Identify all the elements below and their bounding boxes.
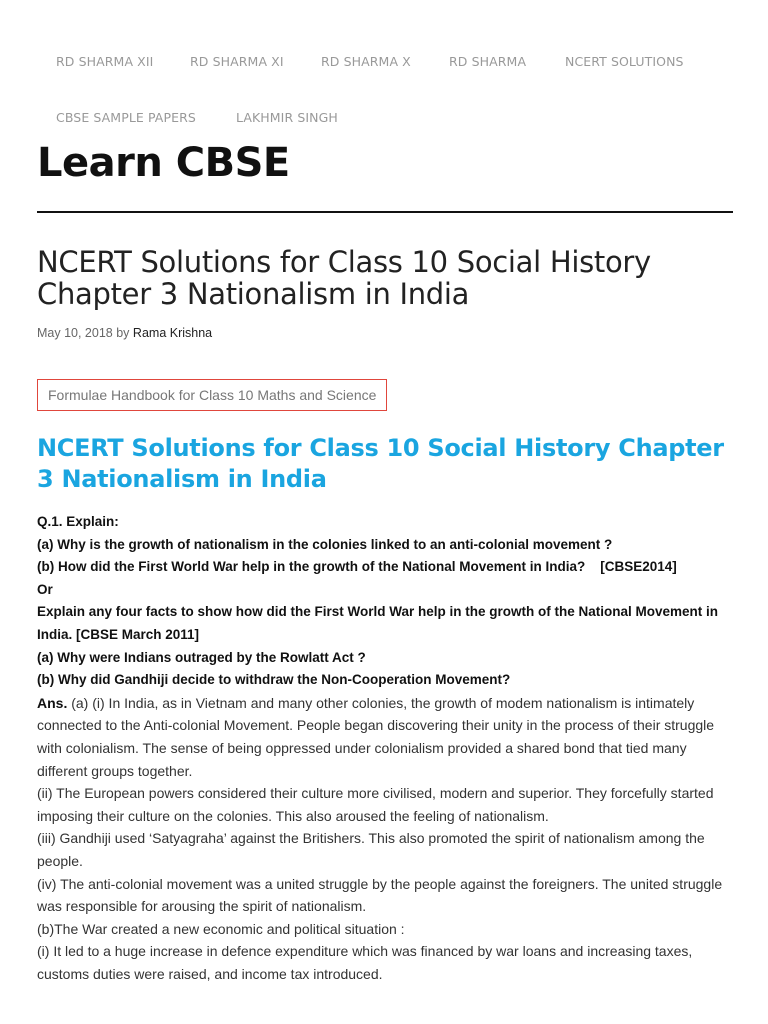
article-content — [37, 511, 737, 985]
answer-paragraph: (iv) The anti-colonial movement was a united struggle by the people against the foreigners. The united struggle was responsible for arousing the spirit of nationalism. — [37, 875, 723, 915]
answer-paragraph: (b)The War created a new economic and political situation : — [37, 920, 405, 937]
article-heading: NCERT Solutions for Class 10 Social History Chapter 3 Nationalism in India — [37, 434, 724, 493]
formulae-handbook-link[interactable]: Formulae Handbook for Class 10 Maths and Science — [37, 379, 387, 411]
post-meta — [37, 326, 212, 340]
answer-paragraph: (iii) Gandhiji used ‘Satyagraha’ against the Britishers. This also promoted the spirit of nationalism among the people. — [37, 830, 705, 869]
question-line: Or — [37, 581, 53, 597]
question-line: (a) Why were Indians outraged by the Rowlatt Act ? — [37, 649, 366, 665]
nav-item-lakhmir-singh[interactable]: LAKHMIR SINGH — [236, 110, 338, 125]
nav-item-rd-sharma-xii[interactable]: RD SHARMA XII — [56, 54, 154, 69]
question-line: Q.1. Explain: — [37, 514, 119, 529]
nav-item-rd-sharma[interactable]: RD SHARMA — [449, 54, 527, 69]
answer-label: Ans. — [37, 694, 68, 711]
answer-paragraph: (ii) The European powers considered their culture more civilised, modern and superior. They forcefully started imposing their culture on the colonies. This also aroused the feeling of nationalism. — [37, 785, 714, 824]
header-divider — [37, 211, 733, 213]
answer-paragraph — [37, 692, 737, 782]
nav-item-cbse-sample-papers[interactable]: CBSE SAMPLE PAPERS — [56, 110, 196, 125]
question-line: (b) Why did Gandhiji decide to withdraw the Non-Cooperation Movement? — [37, 672, 511, 688]
nav-item-rd-sharma-x[interactable]: RD SHARMA X — [321, 54, 411, 69]
question-line: Explain any four facts to show how did the First World War help in the growth of the National Movement in India. [CBSE March 2011] — [37, 604, 719, 642]
answer-paragraph: (i) It led to a huge increase in defence expenditure which was financed by war loans and increasing taxes, customs duties were raised, and income tax introduced. — [37, 943, 693, 982]
nav-item-rd-sharma-xi[interactable]: RD SHARMA XI — [190, 54, 284, 69]
page-title: NCERT Solutions for Class 10 Social History Chapter 3 Nationalism in India — [37, 245, 651, 311]
site-title[interactable]: Learn CBSE — [37, 140, 290, 186]
question-line: (b) How did the First World War help in the growth of the National Movement in India? [CBSE2014] — [37, 559, 677, 575]
question-line: (a) Why is the growth of nationalism in the colonies linked to an anti-colonial movement ? — [37, 536, 613, 552]
answer-text: (a) (i) In India, as in Vietnam and many other colonies, the growth of modem nationalism is intimately connected to the Anti-colonial Movement. People began discovering their unity in the process of their struggle with colonialism. The sense of being oppressed under colonialism provided a shared bond that tied many different groups together. — [37, 694, 715, 779]
post-by: by — [116, 326, 130, 340]
post-date: May 10, 2018 — [37, 326, 113, 340]
nav-item-ncert-solutions[interactable]: NCERT SOLUTIONS — [565, 54, 684, 69]
post-author[interactable]: Rama Krishna — [132, 326, 213, 340]
